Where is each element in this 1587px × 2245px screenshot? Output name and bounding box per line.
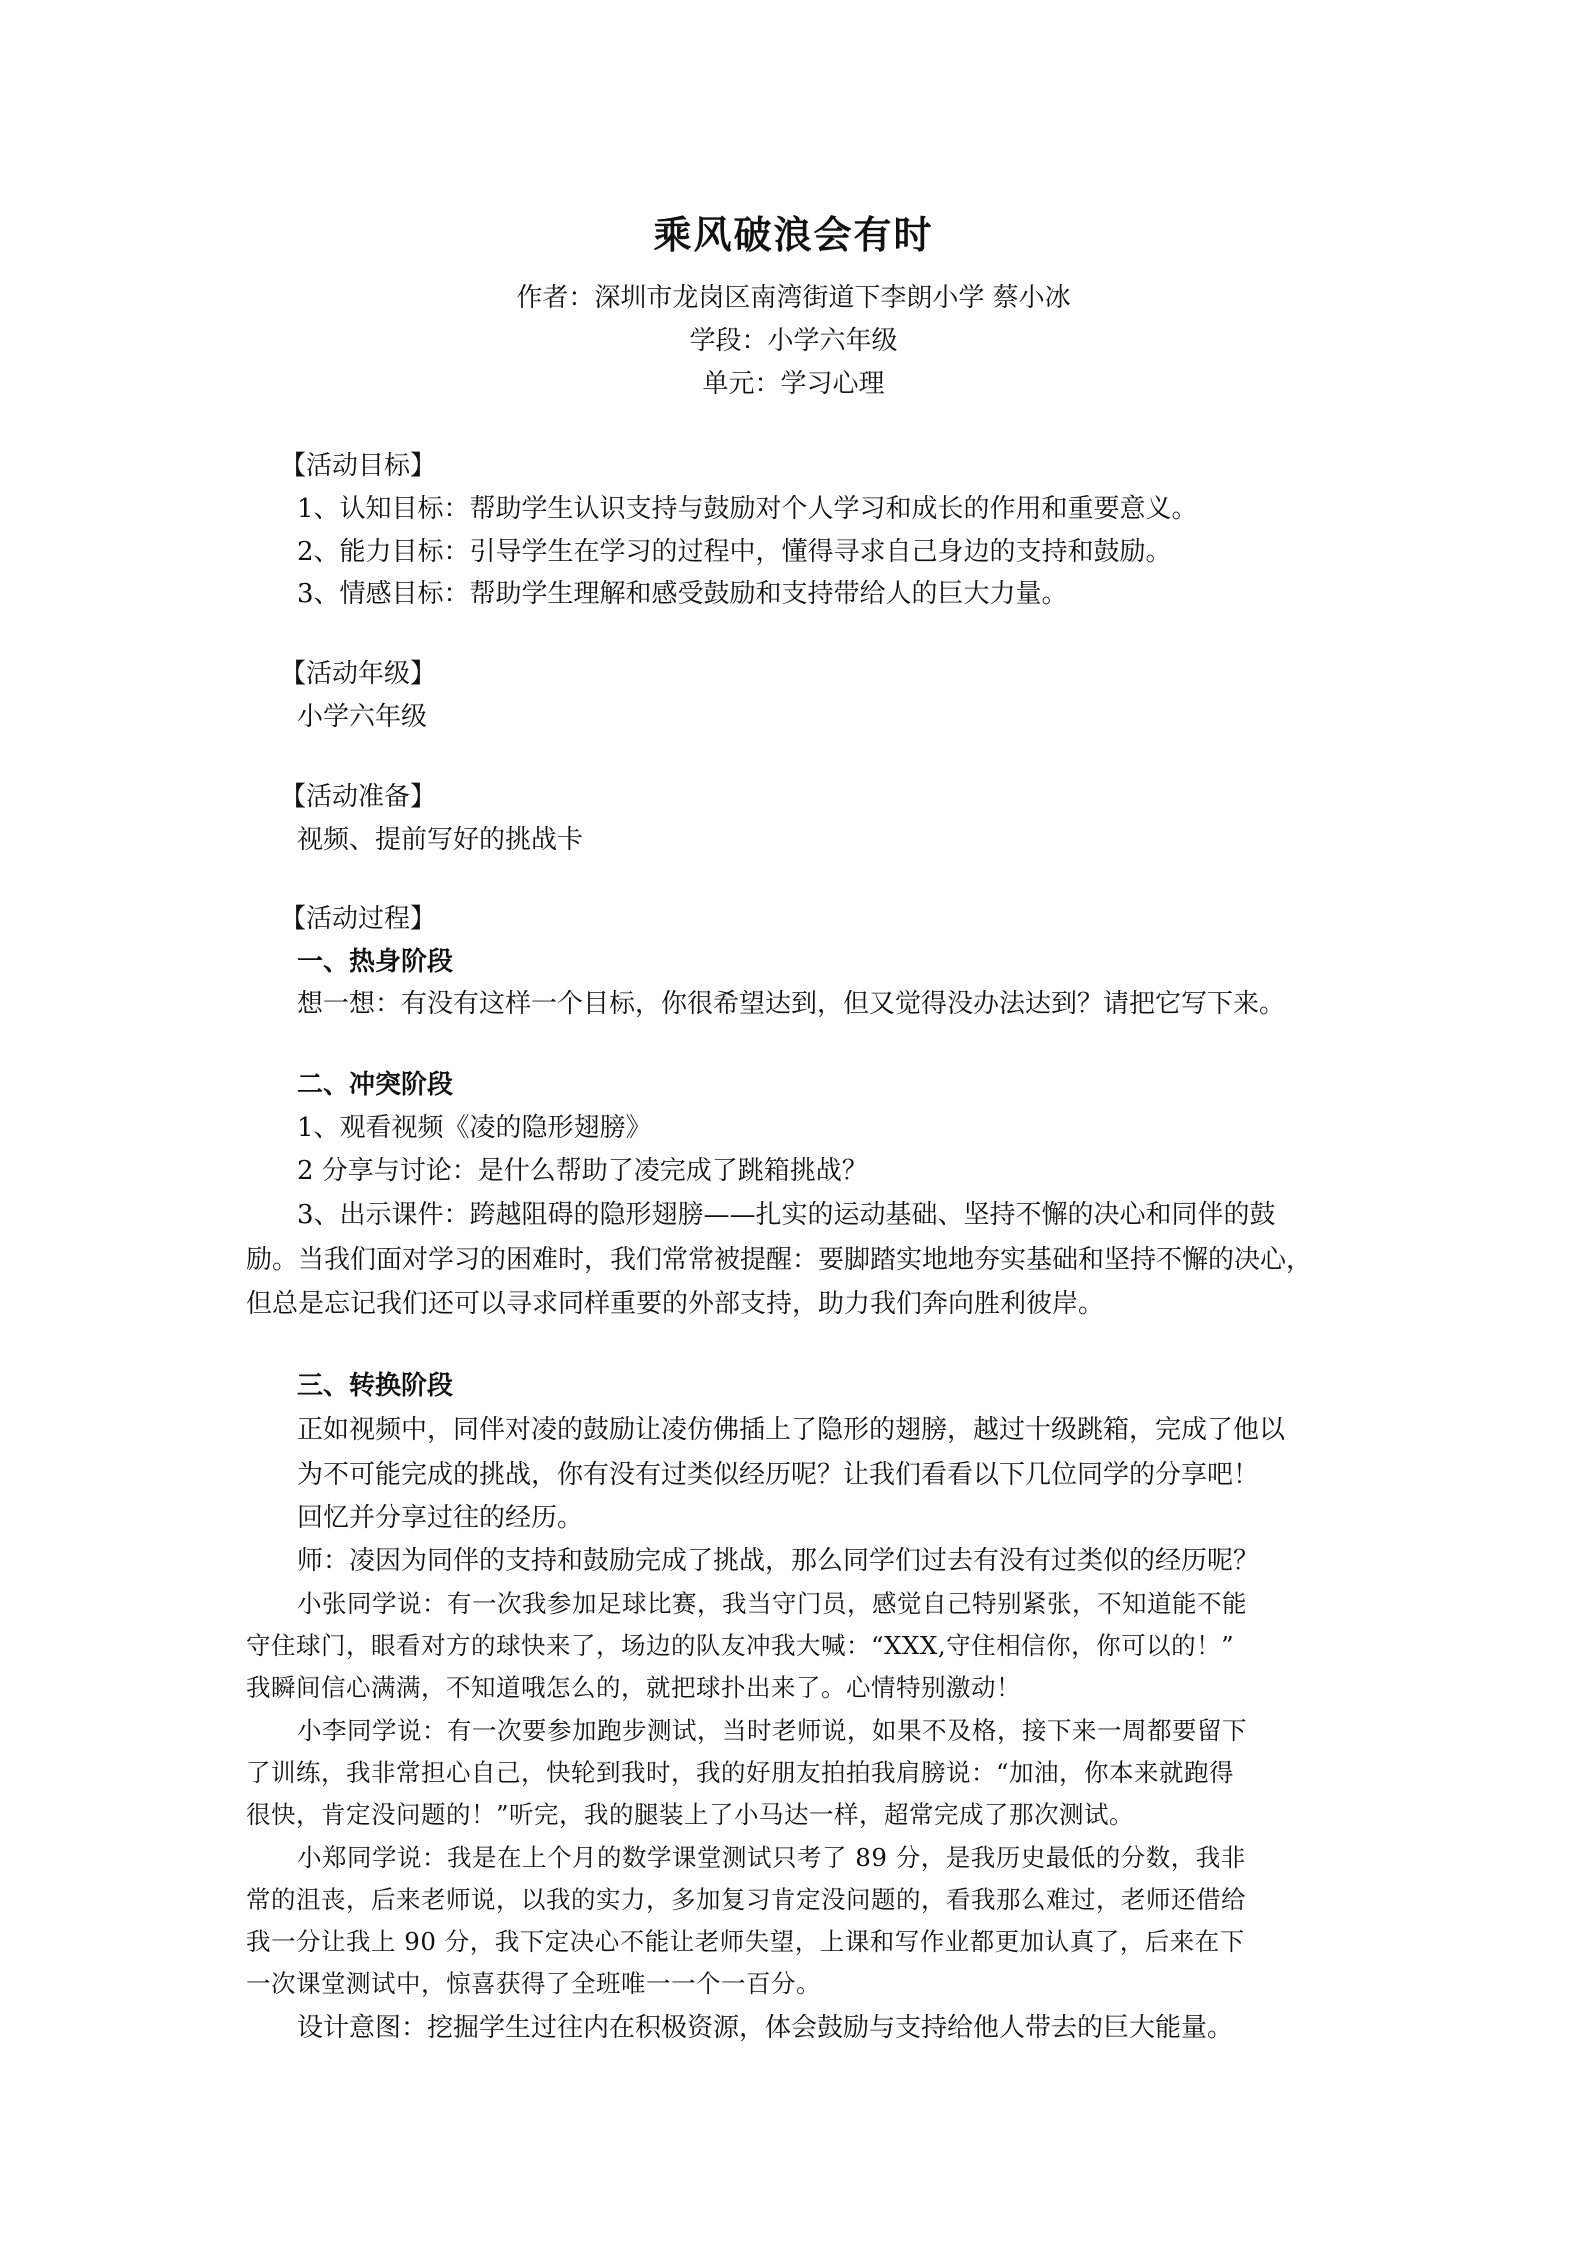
stage1-title: 一、热身阶段 [297, 947, 454, 977]
stage3-intro-line-2: 为不可能完成的挑战，你有没有过类似经历呢？让我们看看以下几位同学的分享吧！ [297, 1460, 1260, 1490]
goal-item-1: 1、认知目标：帮助学生认识支持与鼓励对个人学习和成长的作用和重要意义。 [297, 494, 1198, 524]
stage3-intro-line-1: 正如视频中，同伴对凌的鼓励让凌仿佛插上了隐形的翅膀，越过十级跳箱，完成了他以 [297, 1415, 1286, 1445]
grade-heading: 【活动年级】 [280, 659, 437, 689]
goal-item-2: 2、能力目标：引导学生在学习的过程中，懂得寻求自己身边的支持和鼓励。 [297, 537, 1172, 567]
story-zheng-line-3: 我一分让我上 90 分，我下定决心不能让老师失望，上课和写作业都更加认真了，后来在下 [246, 1927, 1245, 1956]
unit-line: 单元：学习心理 [702, 369, 885, 399]
stage2-item-1: 1、观看视频《凌的隐形翅膀》 [297, 1113, 652, 1143]
story-zheng-line-4: 一次课堂测试中，惊喜获得了全班唯一一个一百分。 [246, 1969, 821, 1998]
story-li-line-1: 小李同学说：有一次要参加跑步测试，当时老师说，如果不及格，接下来一周都要留下 [297, 1716, 1247, 1745]
stage2-item-2: 2 分享与讨论：是什么帮助了凌完成了跳箱挑战？ [297, 1156, 868, 1186]
story-zheng-line-2: 常的沮丧，后来老师说，以我的实力，多加复习肯定没问题的，看我那么难过，老师还借给 [246, 1885, 1246, 1914]
document-title: 乘风破浪会有时 [653, 212, 934, 257]
story-zhang-line-3: 我瞬间信心满满，不知道哦怎么的，就把球扑出来了。心情特别激动！ [246, 1673, 1021, 1702]
goal-item-3: 3、情感目标：帮助学生理解和感受鼓励和支持带给人的巨大力量。 [297, 579, 1068, 609]
stage2-item-3-line-1: 3、出示课件：跨越阻碍的隐形翅膀——扎实的运动基础、坚持不懈的决心和同伴的鼓 [297, 1200, 1276, 1230]
stage3-title: 三、转换阶段 [297, 1371, 454, 1401]
author-line: 作者：深圳市龙岗区南湾街道下李朗小学 蔡小冰 [516, 283, 1071, 313]
stage2-item-3-line-3: 但总是忘记我们还可以寻求同样重要的外部支持，助力我们奔向胜利彼岸。 [246, 1289, 1105, 1319]
story-zhang-line-2: 守住球门，眼看对方的球快来了，场边的队友冲我大喊：“XXX,守住相信你，你可以的！” [246, 1631, 1235, 1660]
prep-heading: 【活动准备】 [280, 782, 437, 812]
grade-text: 小学六年级 [297, 702, 428, 732]
prep-text: 视频、提前写好的挑战卡 [297, 825, 584, 855]
stage1-text: 想一想：有没有这样一个目标，你很希望达到，但又觉得没办法达到？请把它写下来。 [297, 989, 1286, 1019]
stage3-intro-line-4: 师：凌因为同伴的支持和鼓励完成了挑战，那么同学们过去有没有过类似的经历呢？ [297, 1546, 1260, 1576]
story-li-line-3: 很快，肯定没问题的！”听完，我的腿装上了小马达一样，超常完成了那次测试。 [246, 1800, 1135, 1829]
story-li-line-2: 了训练，我非常担心自己，快轮到我时，我的好朋友拍拍我肩膀说：“加油，你本来就跑得 [246, 1758, 1235, 1787]
stage3-intro-line-3: 回忆并分享过往的经历。 [297, 1503, 584, 1533]
grade-level-line: 学段：小学六年级 [689, 326, 898, 356]
goals-heading: 【活动目标】 [280, 451, 437, 481]
design-intent: 设计意图：挖掘学生过往内在积极资源，体会鼓励与支持给他人带去的巨大能量。 [297, 2013, 1234, 2043]
stage2-item-3-line-2: 励。当我们面对学习的困难时，我们常常被提醒：要脚踏实地地夯实基础和坚持不懈的决心， [246, 1245, 1313, 1275]
story-zheng-line-1: 小郑同学说：我是在上个月的数学课堂测试只考了 89 分，是我历史最低的分数，我非 [297, 1843, 1246, 1872]
stage2-title: 二、冲突阶段 [297, 1070, 454, 1100]
process-heading: 【活动过程】 [280, 904, 437, 934]
story-zhang-line-1: 小张同学说：有一次我参加足球比赛，我当守门员，感觉自己特别紧张，不知道能不能 [297, 1589, 1247, 1618]
